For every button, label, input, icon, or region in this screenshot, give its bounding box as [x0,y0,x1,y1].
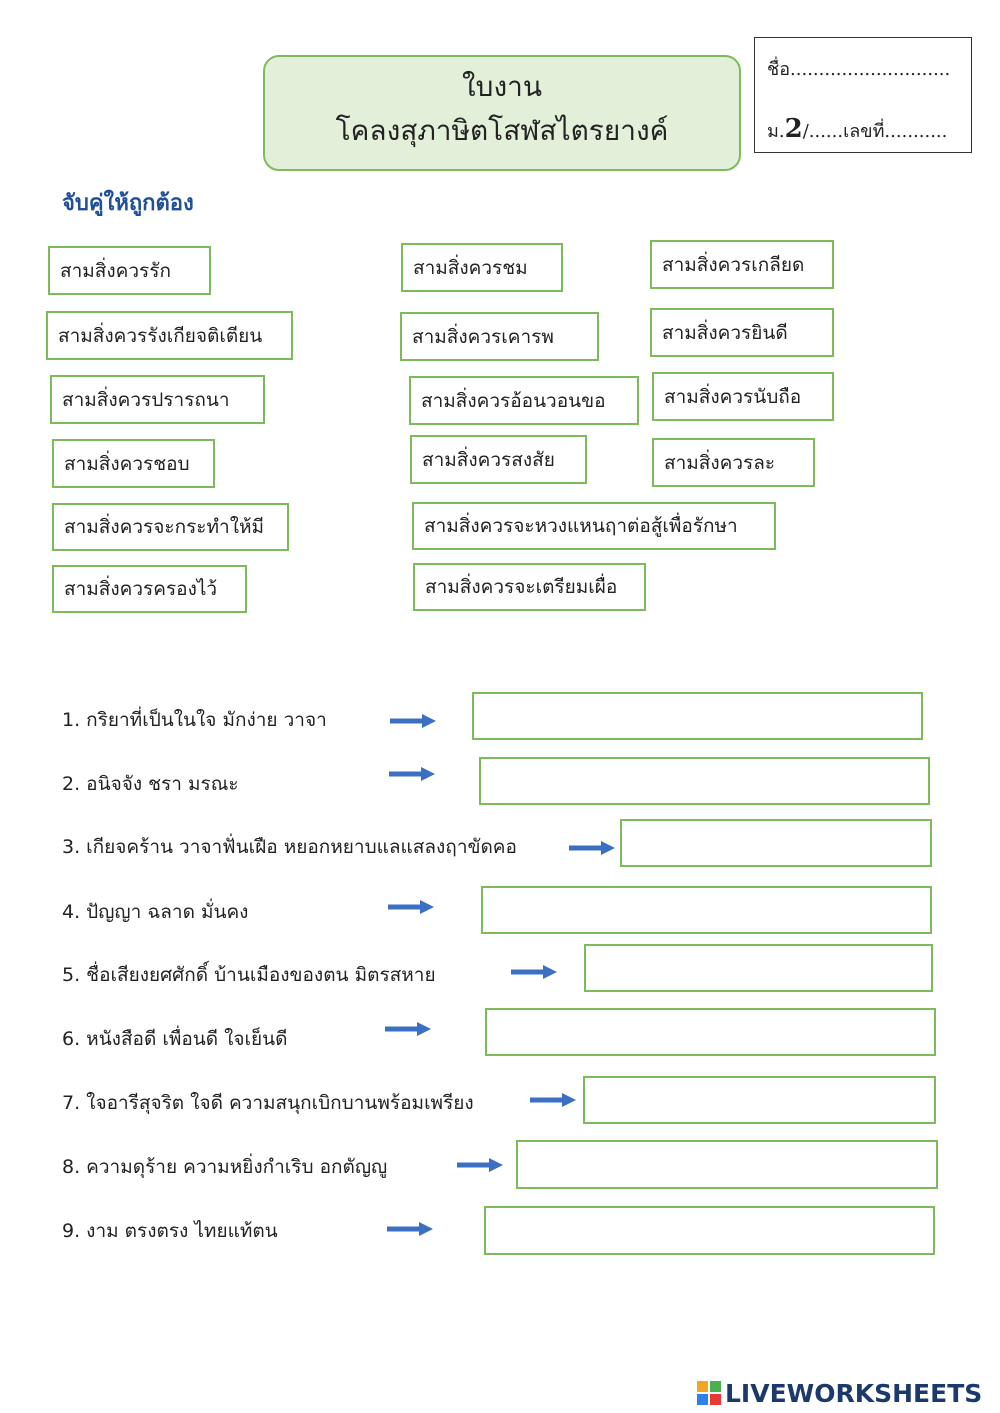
option-box[interactable]: สามสิ่งควรปรารถนา [50,375,265,424]
answer-input[interactable] [472,692,923,740]
arrow-right-icon [530,1093,576,1107]
arrow-right-icon [569,841,615,855]
answer-input[interactable] [584,944,933,992]
answer-input[interactable] [481,886,932,934]
option-box[interactable]: สามสิ่งควรเคารพ [400,312,599,361]
option-box[interactable]: สามสิ่งควรชม [401,243,563,292]
option-box[interactable]: สามสิ่งควรจะกระทำให้มี [52,503,289,551]
arrow-right-icon [388,900,434,914]
question-text: 3. เกียจคร้าน วาจาฟั่นเฝือ หยอกหยาบแลแสลงฤาขัดคอ [62,836,517,858]
answer-input[interactable] [479,757,930,805]
liveworksheets-logo-icon [697,1381,721,1405]
question-text: 2. อนิจจัง ชรา มรณะ [62,773,239,795]
answer-input[interactable] [484,1206,935,1255]
option-box[interactable]: สามสิ่งควรจะหวงแหนฤาต่อสู้เพื่อรักษา [412,502,776,550]
answer-input[interactable] [583,1076,936,1124]
arrow-right-icon [387,1222,433,1236]
worksheet-subtitle: โคลงสุภาษิตโสฬสไตรยางค์ [335,114,669,147]
question-text: 6. หนังสือดี เพื่อนดี ใจเย็นดี [62,1028,288,1050]
arrow-right-icon [385,1022,431,1036]
option-box[interactable]: สามสิ่งควรสงสัย [410,435,587,484]
question-text: 9. งาม ตรงตรง ไทยแท้ตน [62,1220,278,1242]
arrow-right-icon [511,965,557,979]
liveworksheets-logo-text: LIVEWORKSHEETS [725,1378,983,1408]
class-number: 2 [784,114,803,144]
answer-input[interactable] [516,1140,938,1189]
option-box[interactable]: สามสิ่งควรละ [652,438,815,487]
worksheet-title-box [263,55,741,171]
liveworksheets-logo[interactable] [697,1378,982,1408]
question-text: 8. ความดุร้าย ความหยิ่งกำเริบ อกตัญญู [62,1156,388,1178]
question-text: 1. กริยาที่เป็นในใจ มักง่าย วาจา [62,709,327,731]
class-suffix: /......เลขที่........... [802,121,948,142]
option-box[interactable]: สามสิ่งควรชอบ [52,439,215,488]
answer-input[interactable] [485,1008,936,1056]
option-box[interactable]: สามสิ่งควรรัก [48,246,211,295]
arrow-right-icon [390,714,436,728]
student-class-label [767,114,947,145]
option-box[interactable]: สามสิ่งควรยินดี [650,308,834,357]
student-info-box [754,37,972,153]
question-text: 5. ชื่อเสียงยศศักดิ์ บ้านเมืองของตน มิตรสหาย [62,964,436,986]
question-text: 4. ปัญญา ฉลาด มั่นคง [62,901,249,923]
question-text: 7. ใจอารีสุจริต ใจดี ความสนุกเบิกบานพร้อมเพรียง [62,1092,474,1114]
option-box[interactable]: สามสิ่งควรครองไว้ [52,565,247,613]
arrow-right-icon [457,1158,503,1172]
option-box[interactable]: สามสิ่งควรรังเกียจติเตียน [46,311,293,360]
option-box[interactable]: สามสิ่งควรเกลียด [650,240,834,289]
class-prefix: ม. [767,121,785,142]
answer-input[interactable] [620,819,932,867]
arrow-right-icon [389,767,435,781]
option-box[interactable]: สามสิ่งควรจะเตรียมเผื่อ [413,563,646,611]
option-box[interactable]: สามสิ่งควรอ้อนวอนขอ [409,376,639,425]
student-name-label: ชื่อ............................ [767,59,951,80]
worksheet-title: ใบงาน [462,70,542,103]
section-heading: จับคู่ให้ถูกต้อง [62,191,194,216]
option-box[interactable]: สามสิ่งควรนับถือ [652,372,834,421]
